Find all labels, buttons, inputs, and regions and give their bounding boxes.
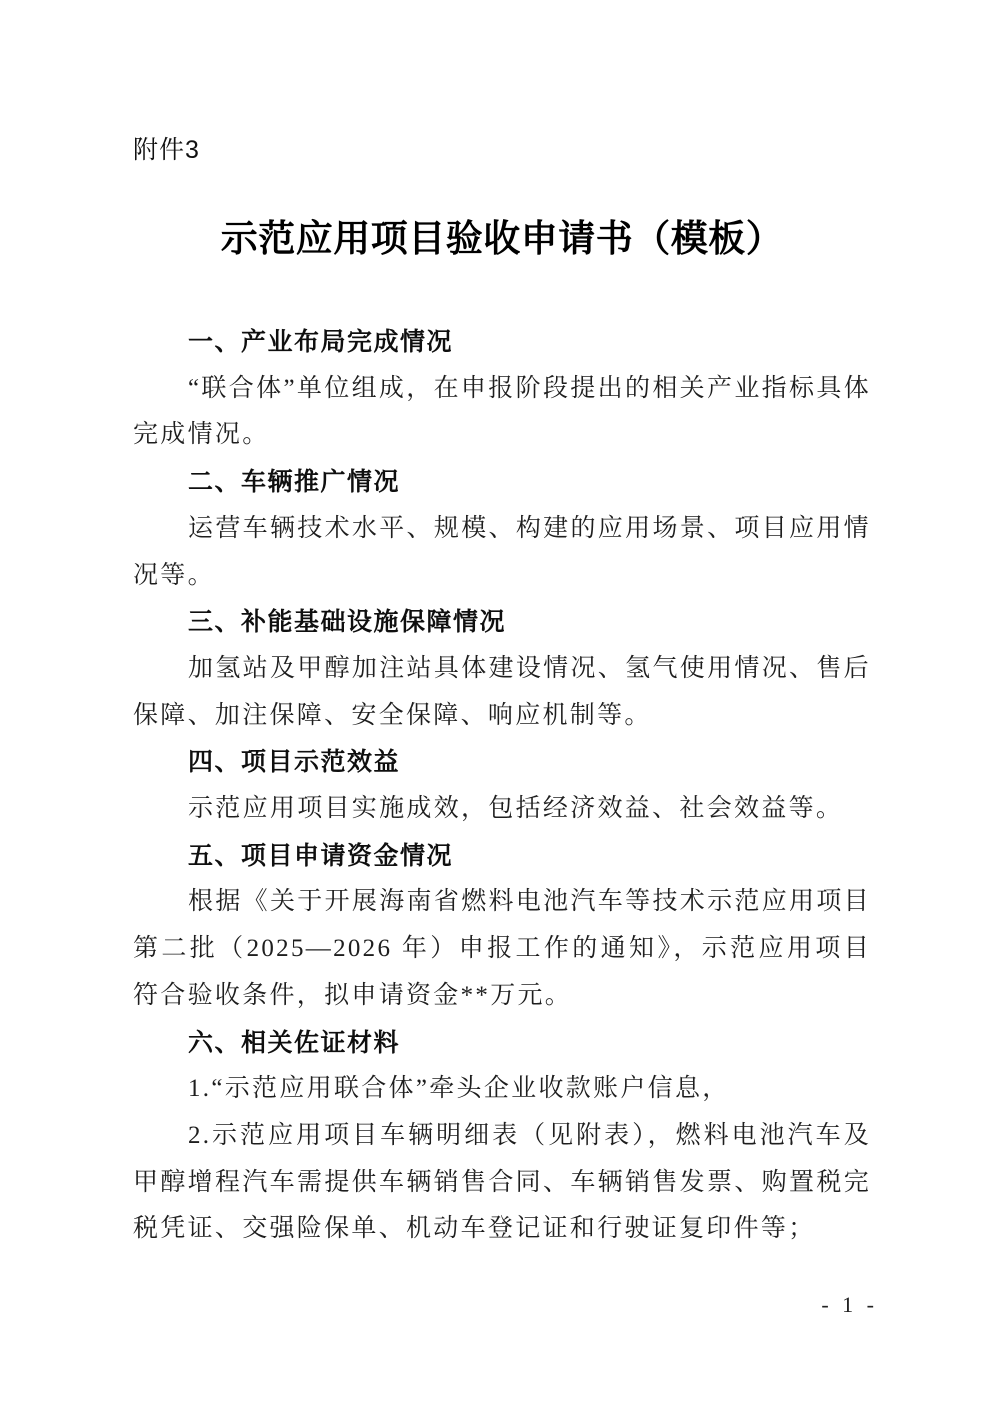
section-heading: 六、相关佐证材料 — [188, 1028, 401, 1057]
section-paragraph: 加氢站及甲醇加注站具体建设情况、氢气使用情况、售后保障、加注保障、安全保障、响应机制等。 — [133, 654, 871, 729]
section-paragraph: 根据《关于开展海南省燃料电池汽车等技术示范应用项目第二批（2025—2026 年）申报工作的通知》，示范应用项目符合验收条件，拟申请资金**万元。 — [133, 888, 871, 1009]
section-paragraph: 运营车辆技术水平、规模、构建的应用场景、项目应用情况等。 — [133, 514, 871, 589]
section-paragraph: “联合体”单位组成，在申报阶段提出的相关产业指标具体完成情况。 — [133, 374, 871, 449]
document-title: 示范应用项目验收申请书（模板） — [220, 219, 784, 260]
section-6 — [133, 1020, 871, 1254]
section-2 — [133, 459, 871, 599]
section-paragraph: 示范应用项目实施成效，包括经济效益、社会效益等。 — [188, 795, 844, 823]
section-4 — [133, 739, 871, 832]
attachment-label: 附件3 — [133, 136, 200, 164]
section-paragraph: 2.示范应用项目车辆明细表（见附表），燃料电池汽车及甲醇增程汽车需提供车辆销售合同、车辆销售发票、购置税完税凭证、交强险保单、机动车登记证和行驶证复印件等； — [133, 1121, 871, 1243]
page-number: - 1 - — [821, 1292, 878, 1317]
section-paragraph: 1.“示范应用联合体”牵头企业收款账户信息， — [188, 1075, 730, 1103]
section-1 — [133, 319, 871, 459]
section-heading: 五、项目申请资金情况 — [188, 841, 454, 870]
section-heading: 四、项目示范效益 — [188, 748, 401, 777]
section-heading: 一、产业布局完成情况 — [188, 328, 454, 356]
document-body — [133, 319, 871, 1253]
section-3 — [133, 599, 871, 739]
section-heading: 三、补能基础设施保障情况 — [188, 608, 507, 637]
section-heading: 二、车辆推广情况 — [188, 468, 401, 497]
section-5 — [133, 833, 871, 1020]
